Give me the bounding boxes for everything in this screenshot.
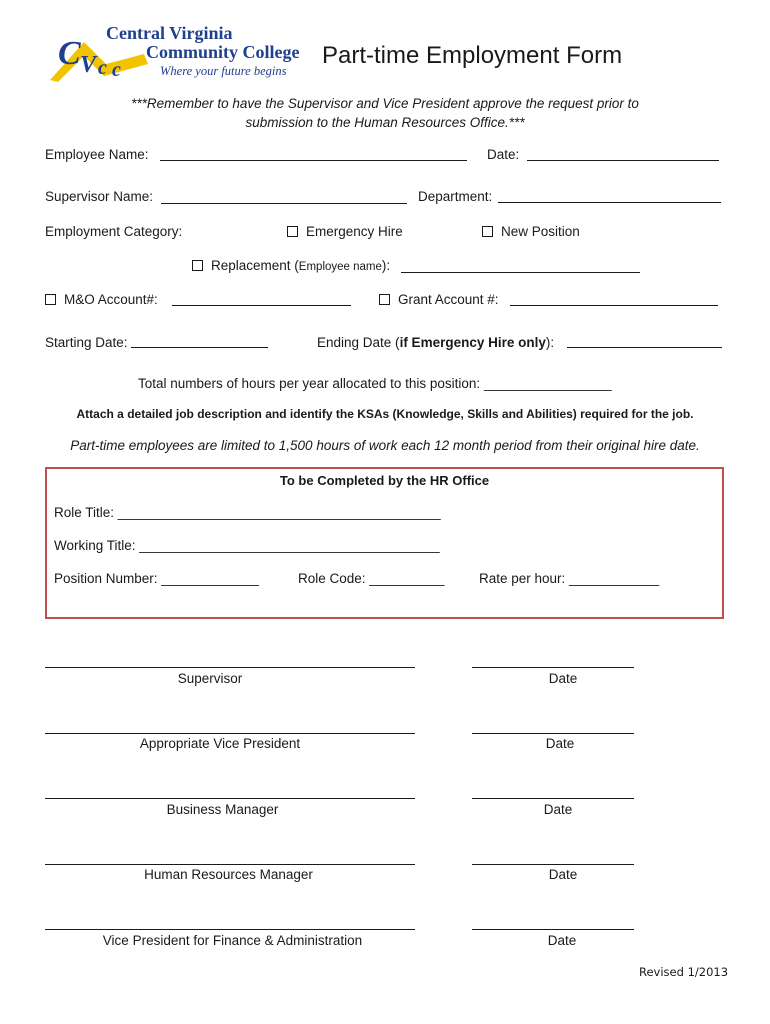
department-field[interactable] — [498, 202, 721, 203]
mo-account-field[interactable] — [172, 305, 351, 306]
logo-tagline: Where your future begins — [160, 64, 287, 78]
employee-name-label: Employee Name: — [45, 147, 149, 162]
new-position-label: New Position — [501, 224, 580, 239]
logo-line2: Community College — [146, 42, 300, 62]
emergency-hire-checkbox[interactable] — [287, 226, 298, 237]
department-label: Department: — [418, 189, 493, 204]
ending-date-suffix: ): — [545, 335, 555, 350]
replacement-checkbox[interactable] — [192, 260, 203, 271]
signature-date-label: Date — [545, 736, 575, 751]
signature-title: Supervisor — [177, 671, 243, 686]
limit-note: Part-time employees are limited to 1,500 hours of work each 12 month period from their original hire date. — [70, 438, 700, 453]
signature-date-label: Date — [547, 933, 577, 948]
grant-account-field[interactable] — [510, 305, 718, 306]
total-hours-label: Total numbers of hours per year allocated to this position: _________________ — [138, 376, 612, 391]
signature-title: Appropriate Vice President — [139, 736, 301, 751]
mo-account-checkbox[interactable] — [45, 294, 56, 305]
working-title-field[interactable]: Working Title: ________________________________________ — [54, 538, 440, 553]
signature-title: Vice President for Finance & Administration — [102, 933, 363, 948]
position-number-field[interactable]: Position Number: _____________ — [54, 571, 259, 586]
grant-account-option[interactable] — [379, 292, 499, 307]
signature-date-label: Date — [548, 671, 578, 686]
signature-date-line[interactable] — [472, 667, 634, 668]
supervisor-name-label: Supervisor Name: — [45, 189, 154, 204]
new-position-option[interactable] — [482, 224, 580, 239]
new-position-checkbox[interactable] — [482, 226, 493, 237]
replacement-employee-field[interactable] — [401, 272, 640, 273]
svg-text:C: C — [58, 35, 81, 72]
ending-date-prefix: Ending Date ( — [317, 335, 400, 350]
mo-account-label: M&O Account#: — [64, 292, 158, 307]
replacement-label: Replacement ( — [211, 258, 299, 273]
reminder-line1: ***Remember to have the Supervisor and Vice President approve the request prior to — [131, 96, 639, 111]
employee-name-field[interactable] — [160, 160, 467, 161]
rate-per-hour-field[interactable]: Rate per hour: ____________ — [479, 571, 660, 586]
signature-date-label: Date — [543, 802, 573, 817]
svg-text:V: V — [80, 52, 97, 78]
ending-date-field[interactable] — [567, 347, 722, 348]
logo-line1: Central Virginia — [106, 23, 233, 43]
signature-line[interactable] — [45, 864, 415, 865]
employment-category-label: Employment Category: — [45, 224, 183, 239]
hr-office-heading: To be Completed by the HR Office — [279, 473, 490, 488]
grant-account-checkbox[interactable] — [379, 294, 390, 305]
ending-date-condition: if Emergency Hire only — [399, 335, 546, 350]
emergency-hire-label: Emergency Hire — [306, 224, 403, 239]
replacement-option[interactable] — [192, 258, 390, 273]
date-field[interactable] — [527, 160, 719, 161]
starting-date-label: Starting Date: — [45, 335, 128, 350]
svg-text:c: c — [98, 57, 107, 79]
supervisor-name-field[interactable] — [161, 203, 407, 204]
revised-date: Revised 1/2013 — [639, 965, 729, 979]
signature-date-line[interactable] — [472, 929, 634, 930]
signature-date-line[interactable] — [472, 864, 634, 865]
grant-account-label: Grant Account #: — [398, 292, 499, 307]
ksa-note: Attach a detailed job description and identify the KSAs (Knowledge, Skills and Abilities) required for the job. — [76, 407, 694, 421]
signature-title: Business Manager — [166, 802, 279, 817]
role-title-field[interactable]: Role Title: ___________________________________________ — [54, 505, 441, 520]
role-code-field[interactable]: Role Code: __________ — [298, 571, 445, 586]
signature-line[interactable] — [45, 667, 415, 668]
mo-account-option[interactable] — [45, 292, 158, 307]
signature-line[interactable] — [45, 929, 415, 930]
signature-title: Human Resources Manager — [144, 867, 313, 882]
signature-line[interactable] — [45, 733, 415, 734]
reminder-line2: submission to the Human Resources Office.*** — [245, 115, 525, 130]
college-logo — [44, 24, 306, 86]
ending-date-label — [317, 335, 554, 350]
starting-date-field[interactable] — [131, 347, 268, 348]
signature-date-line[interactable] — [472, 798, 634, 799]
svg-text:c: c — [112, 59, 121, 81]
employee-name-small-label: Employee name — [298, 261, 382, 273]
replacement-close: ): — [381, 258, 391, 273]
signature-line[interactable] — [45, 798, 415, 799]
emergency-hire-option[interactable] — [287, 224, 403, 239]
signature-date-label: Date — [548, 867, 578, 882]
date-label: Date: — [487, 147, 520, 162]
signature-date-line[interactable] — [472, 733, 634, 734]
form-title: Part-time Employment Form — [322, 42, 623, 69]
